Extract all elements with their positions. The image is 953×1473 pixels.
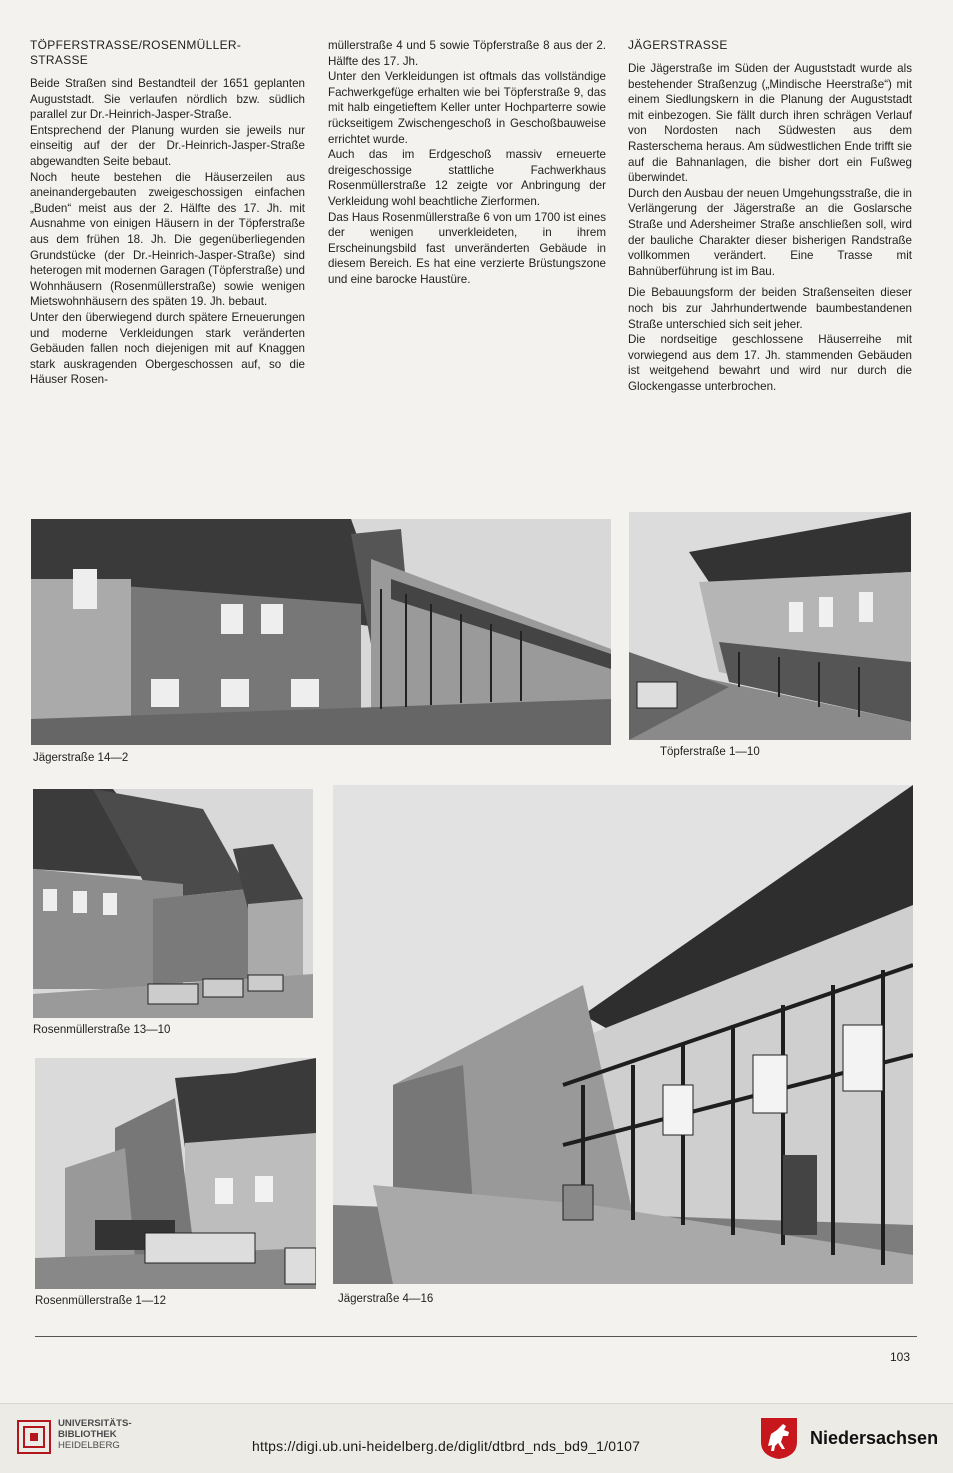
paragraph: Noch heute bestehen die Häuserzeilen aus aneinandergebauten zweigeschossigen einfachen „Buden“ meist aus der 2. Hälfte des 17. Jh. mit Ausnahme von einigen Häusern in der Töpferstraße aus dem frühen 18. Jh. Die gegenüberliegenden Grundstücke (der Dr.-Heinrich-Jasper-Straße) sind heterogen mit modernen Garagen (Töpferstraße) und Wohnhäusern (Rosenmüllerstraße) sowie wenigen Mietswohnhäusern des späten 19. Jh. bebaut. <box>30 170 305 309</box>
document-url-link[interactable]: https://digi.ub.uni-heidelberg.de/diglit/dtbrd_nds_bd9_1/0107 <box>252 1438 641 1454</box>
paragraph: Unter den Verkleidungen ist oftmals das vollständige Fachwerkgefüge erhalten wie bei Töpferstraße 9, das mit halb eingetieftem Keller unter Hochparterre sowie rückseitigem Zwischengeschoß in Geschoßbauweise errichtet wurde. <box>328 70 606 146</box>
library-name[interactable]: UNIVERSITÄTS- BIBLIOTHEK HEIDELBERG <box>58 1418 132 1451</box>
photo-toepferstrasse-1-10 <box>629 512 911 740</box>
paragraph: Entsprechend der Planung wurden sie jeweils nur einseitig auf der der Dr.-Heinrich-Jasper-Straße abgewandten Seite bebaut. <box>30 123 305 168</box>
paragraph: Die nordseitige geschlossene Häuserreihe mit vorwiegend aus dem 17. Jh. stammenden Gebäuden ist weitgehend bewahrt und wird nur durch die Glockengasse unterbrochen. <box>628 333 912 393</box>
photo-caption: Jägerstraße 4—16 <box>338 1293 434 1305</box>
photo-caption: Rosenmüllerstraße 13—10 <box>33 1024 171 1036</box>
paragraph: müllerstraße 4 und 5 sowie Töpferstraße 8 aus der 2. Hälfte des 17. Jh. <box>328 39 606 68</box>
section-heading-toepferstrasse: TÖPFERSTRASSE/ROSENMÜLLER- STRASSE <box>30 38 242 67</box>
photo-caption: Rosenmüllerstraße 1—12 <box>35 1295 167 1307</box>
paragraph: Das Haus Rosenmüllerstraße 6 von um 1700 ist eines der wenigen unverkleideten, in ihrem Erscheinungsbild fast unveränderten Gebäude in diesem Bereich. Es hat eine verzierte Brüstungszone und eine barocke Haustüre. <box>328 210 606 286</box>
text-column-2 <box>328 38 606 288</box>
photo-jaegerstrasse-14-2 <box>31 519 611 745</box>
photo-rosenmuellerstrasse-1-12 <box>35 1058 316 1289</box>
paragraph: Auch das im Erdgeschoß massiv erneuerte dreigeschossige stattliche Fachwerkhaus Rosenmüllerstraße 12 zeigte vor Anbringung der Verkleidung wohl beachtliche Zierformen. <box>328 148 606 208</box>
section-heading-jaegerstrasse: JÄGERSTRASSE <box>628 38 728 52</box>
photo-caption: Töpferstraße 1—10 <box>660 746 760 758</box>
photo-caption: Jägerstraße 14—2 <box>33 752 129 764</box>
ub-heidelberg-logo-icon[interactable] <box>16 1419 52 1455</box>
text-column-1 <box>30 38 305 388</box>
paragraph: Die Bebauungsform der beiden Straßenseiten dieser noch bis zur Jahrhundertwende baumbestandenen Straße unterschied sich seit jeher. <box>628 286 912 331</box>
paragraph: Die Jägerstraße im Süden der Auguststadt wurde als bestehender Straßenzug („Mindische Heerstraße“) mit einem Siedlungskern in die Planung der Auguststadt mit einbezogen. Sie fällt durch ihren schrägen Verlauf von Nordosten nach Südwesten aus dem Rasterschema heraus. Am südwestlichen Ende trifft sie auf die Bahnanlagen, die bisher dort ein Fußweg überwindet. <box>628 62 912 185</box>
photo-jaegerstrasse-4-16 <box>333 785 913 1284</box>
niedersachsen-horse-icon[interactable] <box>759 1416 799 1460</box>
paragraph: Beide Straßen sind Bestandteil der 1651 geplanten Auguststadt. Sie verlaufen nördlich bzw. südlich parallel zur Dr.-Heinrich-Jasper-Straße. <box>30 77 305 122</box>
text-column-3 <box>628 38 912 394</box>
page-rule <box>35 1336 917 1337</box>
footer-bar <box>0 1403 953 1473</box>
photo-rosenmuellerstrasse-13-10 <box>33 789 313 1018</box>
page-number: 103 <box>890 1350 911 1364</box>
niedersachsen-label[interactable]: Niedersachsen <box>810 1428 939 1448</box>
paragraph: Durch den Ausbau der neuen Umgehungsstraße, die in Verlängerung der Jägerstraße an die Goslarsche Straße und Adersheimer Straße anschließen soll, wird der bauliche Charakter dieser bisherigen Randstraße vollkommen verändert. Eine Trasse mit Bahnüberführung ist im Bau. <box>628 186 912 278</box>
paragraph: Unter den überwiegend durch spätere Erneuerungen und moderne Verkleidungen stark veränderten Gebäuden fallen noch diejenigen mit auf Knaggen stark auskragenden Obergeschossen auf, so die Häuser Rosen- <box>30 310 305 387</box>
